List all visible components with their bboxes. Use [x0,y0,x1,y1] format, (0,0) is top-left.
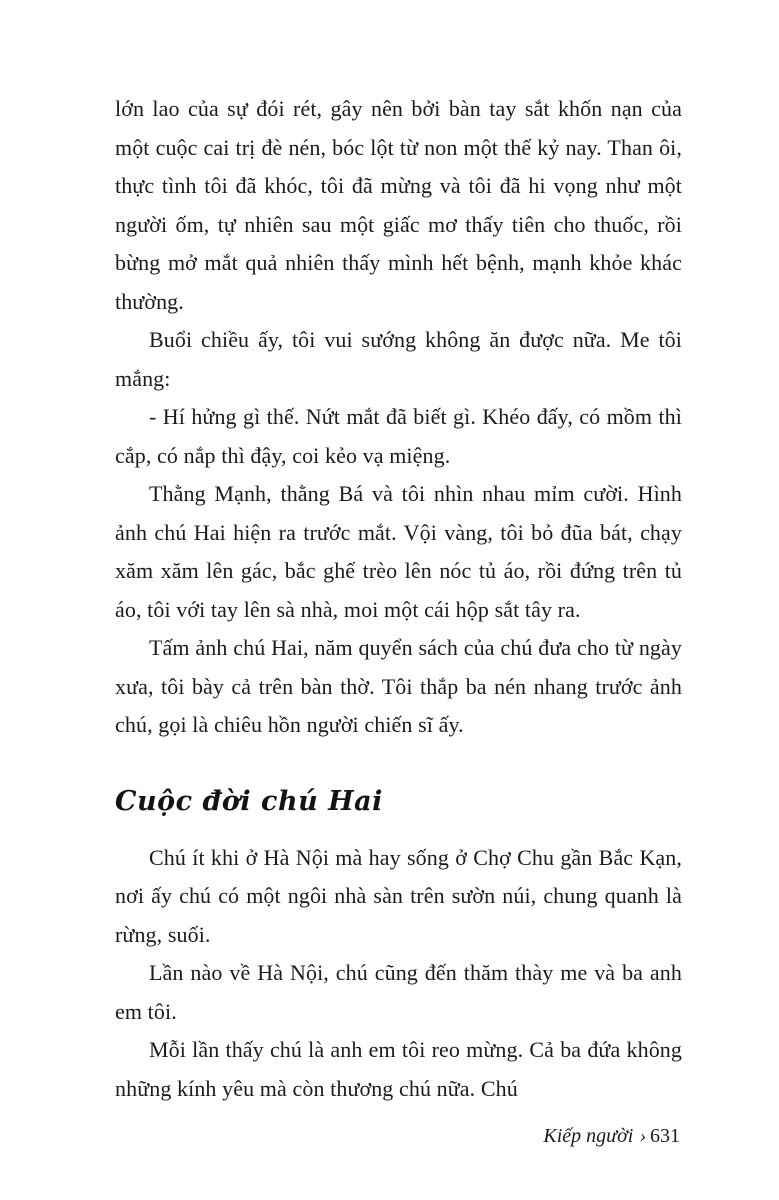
paragraph-dialogue: - Hí hửng gì thế. Nứt mắt đã biết gì. Khéo đấy, có mồm thì cắp, có nắp thì đậy, coi kẻo vạ miệng. [115,404,682,468]
footer-separator: › [639,1125,646,1147]
paragraph: Mỗi lần thấy chú là anh em tôi reo mừng. Cả ba đứa không những kính yêu mà còn thương chú nữa. Chú [115,1037,682,1101]
paragraph: Tấm ảnh chú Hai, năm quyển sách của chú đưa cho từ ngày xưa, tôi bày cả trên bàn thờ. Tôi thắp ba nén nhang trước ảnh chú, gọi là chiêu hồn người chiến sĩ ấy. [115,635,682,737]
paragraph: Lần nào về Hà Nội, chú cũng đến thăm thày me và ba anh em tôi. [115,960,682,1024]
paragraph: Buổi chiều ấy, tôi vui sướng không ăn được nữa. Me tôi mắng: [115,327,682,391]
page-text-block [115,90,682,1108]
paragraph: Thằng Mạnh, thằng Bá và tôi nhìn nhau mỉm cười. Hình ảnh chú Hai hiện ra trước mắt. Vội vàng, tôi bỏ đũa bát, chạy xăm xăm lên gác, bắc ghế trèo lên nóc tủ áo, rồi đứng trên tủ áo, tôi với tay lên sà nhà, moi một cái hộp sắt tây ra. [115,481,682,622]
paragraph-continuation: lớn lao của sự đói rét, gây nên bởi bàn tay sắt khốn nạn của một cuộc cai trị đè nén, bóc lột từ non một thế kỷ nay. Than ôi, thực tình tôi đã khóc, tôi đã mừng và tôi đã hi vọng như một người ốm, tự nhiên sau một giấc mơ thấy tiên cho thuốc, rồi bừng mở mắt quả nhiên thấy mình hết bệnh, mạnh khỏe khác thường. [115,96,682,314]
paragraph: Chú ít khi ở Hà Nội mà hay sống ở Chợ Chu gần Bắc Kạn, nơi ấy chú có một ngôi nhà sàn trên sườn núi, chung quanh là rừng, suối. [115,844,682,947]
footer-page-number: 631 [650,1125,680,1147]
page-footer [543,1125,680,1148]
footer-book-title: Kiếp người [543,1125,634,1147]
section-heading: Cuộc đời chú Hai [115,785,383,817]
